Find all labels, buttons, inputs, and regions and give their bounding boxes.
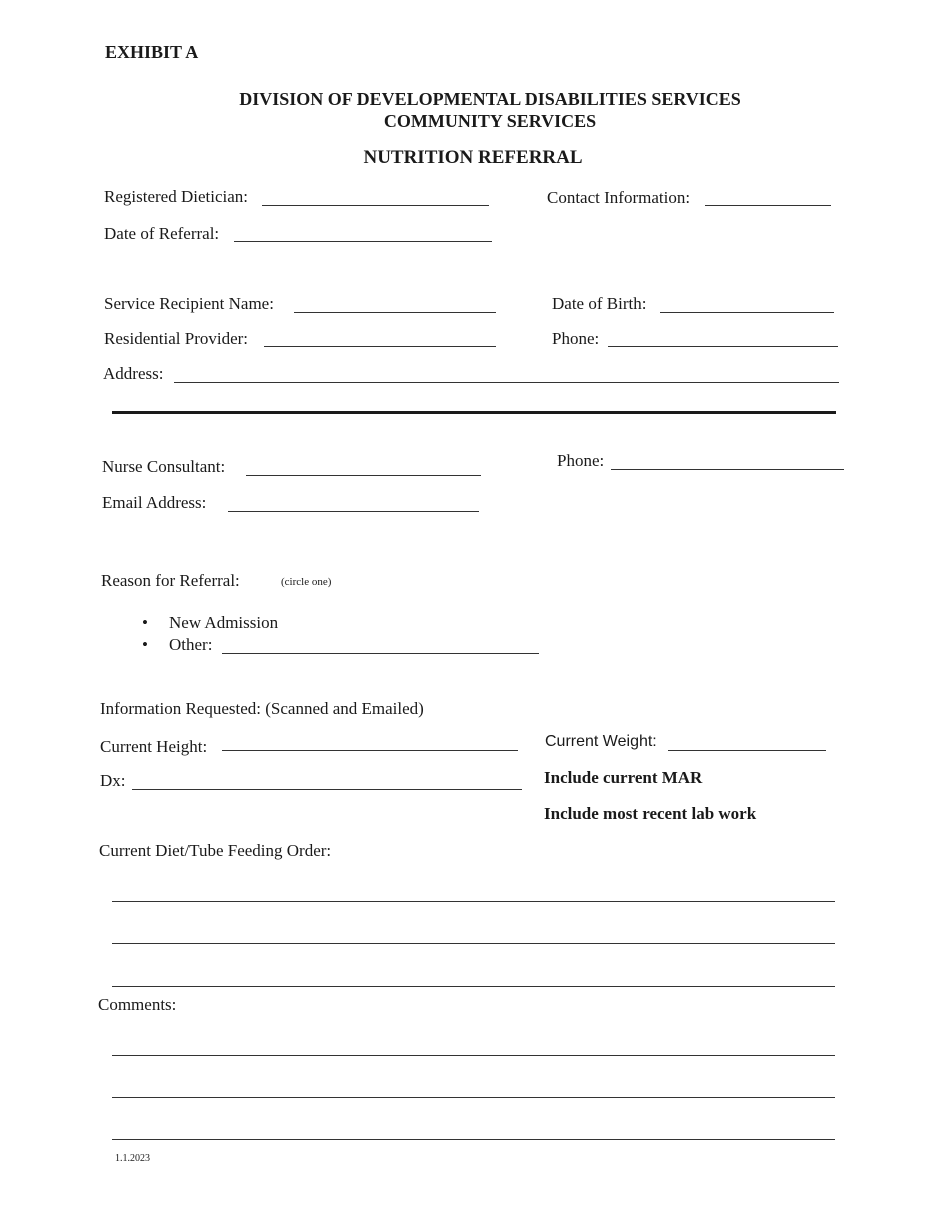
diet-order-label: Current Diet/Tube Feeding Order: [99, 841, 332, 860]
bullet-icon: • [142, 635, 148, 654]
comments-line[interactable] [112, 1139, 835, 1140]
agency-title: DIVISION OF DEVELOPMENTAL DISABILITIES SERVICES [239, 89, 741, 109]
date-of-referral-field[interactable] [234, 241, 492, 242]
nurse-phone-field[interactable] [611, 469, 844, 470]
current-weight-field[interactable] [668, 750, 826, 751]
phone-field[interactable] [608, 346, 838, 347]
service-recipient-name-field[interactable] [294, 312, 496, 313]
phone-label: Phone: [552, 329, 600, 348]
current-height-label: Current Height: [100, 737, 208, 756]
reason-hint: (circle one) [281, 576, 332, 588]
dx-label: Dx: [100, 771, 126, 790]
info-requested-label: Information Requested: (Scanned and Emailed) [100, 699, 424, 718]
service-recipient-name-label: Service Recipient Name: [104, 294, 274, 313]
exhibit-label: EXHIBIT A [105, 42, 199, 62]
page-title: NUTRITION REFERRAL [363, 147, 583, 168]
residential-provider-field[interactable] [264, 346, 496, 347]
bullet-icon: • [142, 613, 148, 632]
diet-order-line[interactable] [112, 986, 835, 987]
nurse-phone-label: Phone: [557, 451, 605, 470]
option-other[interactable]: Other: [169, 635, 213, 654]
address-field[interactable] [174, 382, 839, 383]
option-new-admission[interactable]: New Admission [169, 613, 279, 632]
section-divider [112, 411, 836, 414]
nurse-consultant-label: Nurse Consultant: [102, 457, 226, 476]
email-address-label: Email Address: [102, 493, 207, 512]
date-of-birth-field[interactable] [660, 312, 834, 313]
other-reason-field[interactable] [222, 653, 539, 654]
current-weight-label: Current Weight: [545, 733, 657, 750]
comments-label: Comments: [98, 995, 177, 1014]
address-label: Address: [103, 364, 164, 383]
comments-line[interactable] [112, 1055, 835, 1056]
include-lab-note: Include most recent lab work [544, 804, 757, 823]
registered-dietician-field[interactable] [262, 205, 489, 206]
nurse-consultant-field[interactable] [246, 475, 481, 476]
current-height-field[interactable] [222, 750, 518, 751]
residential-provider-label: Residential Provider: [104, 329, 249, 348]
diet-order-line[interactable] [112, 943, 835, 944]
diet-order-line[interactable] [112, 901, 835, 902]
registered-dietician-label: Registered Dietician: [104, 187, 248, 206]
contact-information-label: Contact Information: [547, 188, 691, 207]
email-address-field[interactable] [228, 511, 479, 512]
contact-information-field[interactable] [705, 205, 831, 206]
reason-label: Reason for Referral: [101, 571, 240, 590]
date-of-referral-label: Date of Referral: [104, 224, 220, 243]
include-mar-note: Include current MAR [544, 768, 703, 787]
dx-field[interactable] [132, 789, 522, 790]
date-of-birth-label: Date of Birth: [552, 294, 647, 313]
agency-subtitle: COMMUNITY SERVICES [383, 111, 597, 131]
comments-line[interactable] [112, 1097, 835, 1098]
form-version: 1.1.2023 [115, 1153, 150, 1164]
